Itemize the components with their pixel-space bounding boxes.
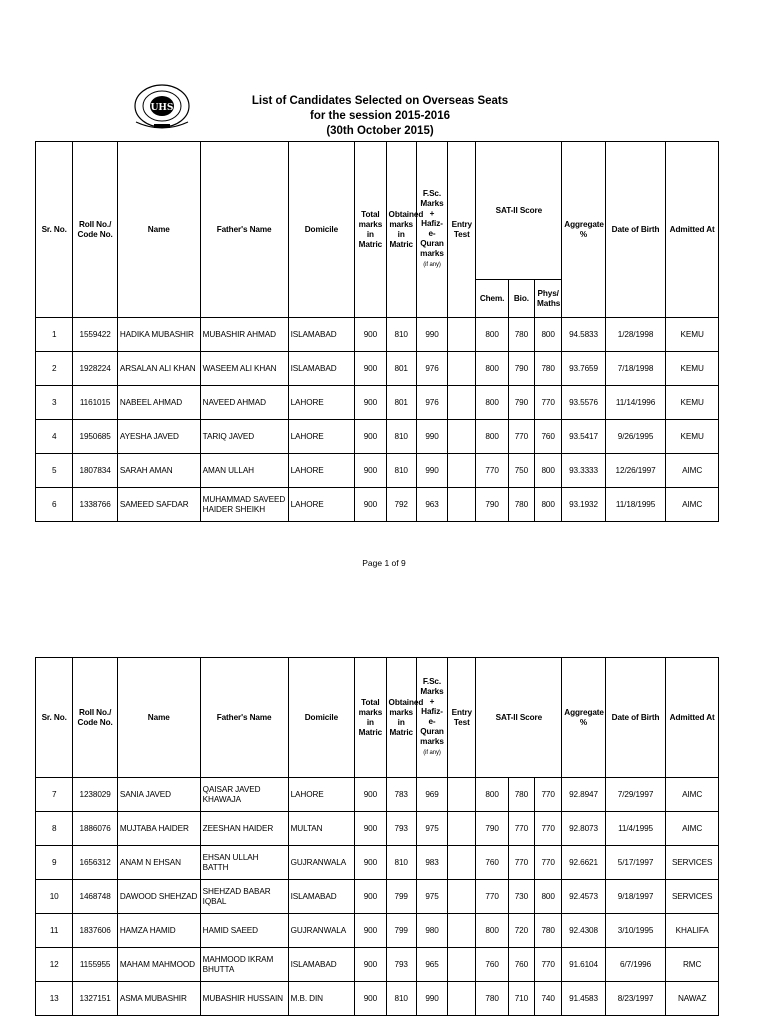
cell-bio: 710 (508, 982, 534, 1016)
cell-admitted: AIMC (666, 488, 719, 522)
table-row (36, 488, 719, 522)
cell-name: SANIA JAVED (117, 778, 200, 812)
cell-admitted: KHALIFA (666, 914, 719, 948)
cell-father: QAISAR JAVED KHAWAJA (200, 778, 288, 812)
header-roll-no: Roll No./ Code No. (73, 658, 117, 778)
cell-father: SHEHZAD BABAR IQBAL (200, 880, 288, 914)
cell-obtained: 793 (386, 812, 416, 846)
cell-aggregate: 93.5417 (562, 420, 605, 454)
cell-bio: 770 (508, 812, 534, 846)
cell-entry (448, 318, 476, 352)
cell-aggregate: 93.3333 (562, 454, 605, 488)
cell-domicile: ISLAMABAD (288, 948, 355, 982)
cell-phys: 770 (535, 386, 562, 420)
cell-dob: 5/17/1997 (605, 846, 666, 880)
cell-domicile: ISLAMABAD (288, 318, 355, 352)
cell-aggregate: 92.4573 (562, 880, 605, 914)
table-row (36, 778, 719, 812)
cell-phys: 740 (535, 982, 562, 1016)
cell-obtained: 810 (386, 982, 416, 1016)
cell-name: HAMZA HAMID (117, 914, 200, 948)
cell-total: 900 (355, 318, 386, 352)
header-admitted-at: Admitted At (666, 658, 719, 778)
cell-roll: 1807834 (73, 454, 117, 488)
cell-aggregate: 91.4583 (562, 982, 605, 1016)
cell-total: 900 (355, 488, 386, 522)
cell-domicile: LAHORE (288, 386, 355, 420)
cell-name: SARAH AMAN (117, 454, 200, 488)
header-obtained-matric: Obtained marks in Matric (386, 658, 416, 778)
cell-name: NABEEL AHMAD (117, 386, 200, 420)
cell-domicile: LAHORE (288, 778, 355, 812)
cell-dob: 9/26/1995 (605, 420, 666, 454)
cell-father: AMAN ULLAH (200, 454, 288, 488)
cell-domicile: M.B. DIN (288, 982, 355, 1016)
cell-sr: 1 (36, 318, 73, 352)
cell-total: 900 (355, 914, 386, 948)
cell-bio: 790 (508, 386, 534, 420)
cell-bio: 780 (508, 318, 534, 352)
cell-obtained: 801 (386, 352, 416, 386)
cell-sr: 12 (36, 948, 73, 982)
cell-admitted: NAWAZ (666, 982, 719, 1016)
cell-chem: 770 (476, 880, 508, 914)
cell-aggregate: 94.5833 (562, 318, 605, 352)
cell-roll: 1886076 (73, 812, 117, 846)
header-fathers-name: Father's Name (200, 658, 288, 778)
cell-domicile: ISLAMABAD (288, 352, 355, 386)
cell-father: ZEESHAN HAIDER (200, 812, 288, 846)
cell-entry (448, 488, 476, 522)
cell-dob: 12/26/1997 (605, 454, 666, 488)
cell-roll: 1837606 (73, 914, 117, 948)
cell-total: 900 (355, 352, 386, 386)
cell-entry (448, 812, 476, 846)
cell-aggregate: 93.5576 (562, 386, 605, 420)
header-name: Name (117, 658, 200, 778)
cell-total: 900 (355, 386, 386, 420)
cell-chem: 800 (476, 386, 508, 420)
table-header-row (36, 658, 719, 778)
cell-admitted: RMC (666, 948, 719, 982)
cell-dob: 6/7/1996 (605, 948, 666, 982)
cell-chem: 760 (476, 948, 508, 982)
table-row (36, 352, 719, 386)
cell-bio: 750 (508, 454, 534, 488)
cell-dob: 1/28/1998 (605, 318, 666, 352)
cell-obtained: 801 (386, 386, 416, 420)
cell-fsc: 969 (416, 778, 447, 812)
header-fsc-label: F.Sc. Marks + Hafiz-e-Quran marks (420, 677, 444, 746)
cell-phys: 800 (535, 454, 562, 488)
cell-admitted: AIMC (666, 454, 719, 488)
cell-admitted: SERVICES (666, 846, 719, 880)
cell-obtained: 799 (386, 880, 416, 914)
cell-chem: 800 (476, 352, 508, 386)
cell-name: MUJTABA HAIDER (117, 812, 200, 846)
cell-admitted: KEMU (666, 352, 719, 386)
cell-father: MUBASHIR AHMAD (200, 318, 288, 352)
cell-father: WASEEM ALI KHAN (200, 352, 288, 386)
table-row (36, 812, 719, 846)
cell-aggregate: 92.4308 (562, 914, 605, 948)
header-total-matric: Total marks in Matric (355, 658, 386, 778)
header-date-of-birth: Date of Birth (605, 142, 666, 318)
cell-fsc: 990 (416, 420, 447, 454)
cell-bio: 760 (508, 948, 534, 982)
cell-total: 900 (355, 846, 386, 880)
cell-chem: 790 (476, 488, 508, 522)
cell-chem: 760 (476, 846, 508, 880)
cell-chem: 800 (476, 318, 508, 352)
title-line-1: List of Candidates Selected on Overseas Seats (251, 95, 509, 107)
cell-domicile: GUJRANWALA (288, 914, 355, 948)
table-row (36, 386, 719, 420)
cell-domicile: LAHORE (288, 454, 355, 488)
cell-father: NAVEED AHMAD (200, 386, 288, 420)
cell-name: DAWOOD SHEHZAD (117, 880, 200, 914)
header-fsc-note: (if any) (423, 262, 441, 268)
cell-phys: 780 (535, 352, 562, 386)
cell-name: AYESHA JAVED (117, 420, 200, 454)
table-row (36, 948, 719, 982)
cell-domicile: LAHORE (288, 488, 355, 522)
cell-chem: 800 (476, 778, 508, 812)
cell-sr: 11 (36, 914, 73, 948)
cell-fsc: 965 (416, 948, 447, 982)
header-obtained-matric: Obtained marks in Matric (386, 142, 416, 318)
cell-aggregate: 93.7659 (562, 352, 605, 386)
cell-total: 900 (355, 420, 386, 454)
cell-phys: 780 (535, 914, 562, 948)
header-fsc-marks (416, 142, 447, 318)
cell-domicile: LAHORE (288, 420, 355, 454)
header-sr-no: Sr. No. (36, 658, 73, 778)
header-bio: Bio. (508, 280, 534, 318)
cell-total: 900 (355, 778, 386, 812)
cell-dob: 11/4/1995 (605, 812, 666, 846)
header-chem: Chem. (476, 280, 508, 318)
cell-chem: 790 (476, 812, 508, 846)
cell-chem: 770 (476, 454, 508, 488)
cell-bio: 780 (508, 778, 534, 812)
candidates-table (35, 141, 719, 522)
cell-obtained: 810 (386, 846, 416, 880)
svg-text:UHS: UHS (150, 103, 174, 113)
cell-entry (448, 778, 476, 812)
cell-roll: 1468748 (73, 880, 117, 914)
table-header-row (36, 142, 719, 280)
cell-name: SAMEED SAFDAR (117, 488, 200, 522)
header-fsc-label: F.Sc. Marks + Hafiz-e-Quran marks (420, 189, 444, 258)
cell-father: HAMID SAEED (200, 914, 288, 948)
cell-dob: 11/14/1996 (605, 386, 666, 420)
candidates-table-continued (35, 657, 719, 1016)
cell-father: MUHAMMAD SAVEED HAIDER SHEIKH (200, 488, 288, 522)
cell-sr: 13 (36, 982, 73, 1016)
cell-obtained: 792 (386, 488, 416, 522)
cell-obtained: 783 (386, 778, 416, 812)
cell-total: 900 (355, 812, 386, 846)
cell-chem: 800 (476, 420, 508, 454)
cell-phys: 800 (535, 880, 562, 914)
cell-dob: 8/23/1997 (605, 982, 666, 1016)
cell-entry (448, 948, 476, 982)
cell-name: MAHAM MAHMOOD (117, 948, 200, 982)
cell-name: ANAM N EHSAN (117, 846, 200, 880)
table-row (36, 846, 719, 880)
title-line-2: for the session 2015-2016 (310, 110, 450, 122)
table-row (36, 420, 719, 454)
cell-fsc: 990 (416, 982, 447, 1016)
page-2 (0, 590, 768, 1024)
header-admitted-at: Admitted At (666, 142, 719, 318)
cell-chem: 800 (476, 914, 508, 948)
cell-bio: 780 (508, 488, 534, 522)
title-line-3: (30th October 2015) (326, 125, 434, 137)
header-domicile: Domicile (288, 142, 355, 318)
cell-total: 900 (355, 948, 386, 982)
cell-phys: 770 (535, 846, 562, 880)
cell-admitted: KEMU (666, 386, 719, 420)
cell-entry (448, 420, 476, 454)
cell-entry (448, 914, 476, 948)
cell-total: 900 (355, 880, 386, 914)
table-row (36, 914, 719, 948)
cell-fsc: 990 (416, 454, 447, 488)
cell-phys: 770 (535, 778, 562, 812)
page-number: Page 1 of 9 (362, 558, 406, 568)
header-total-matric: Total marks in Matric (355, 142, 386, 318)
cell-father: MUBASHIR HUSSAIN (200, 982, 288, 1016)
cell-obtained: 810 (386, 318, 416, 352)
header-date-of-birth: Date of Birth (605, 658, 666, 778)
header-entry-test: Entry Test (448, 658, 476, 778)
cell-dob: 3/10/1995 (605, 914, 666, 948)
cell-father: EHSAN ULLAH BATTH (200, 846, 288, 880)
header-roll-no: Roll No./ Code No. (73, 142, 117, 318)
cell-aggregate: 92.8947 (562, 778, 605, 812)
cell-fsc: 983 (416, 846, 447, 880)
cell-sr: 8 (36, 812, 73, 846)
cell-fsc: 990 (416, 318, 447, 352)
cell-bio: 730 (508, 880, 534, 914)
cell-roll: 1238029 (73, 778, 117, 812)
cell-roll: 1928224 (73, 352, 117, 386)
header-fsc-marks (416, 658, 447, 778)
cell-admitted: AIMC (666, 778, 719, 812)
cell-domicile: ISLAMABAD (288, 880, 355, 914)
cell-total: 900 (355, 454, 386, 488)
header-aggregate: Aggregate % (562, 658, 605, 778)
cell-sr: 7 (36, 778, 73, 812)
table-row (36, 318, 719, 352)
cell-obtained: 810 (386, 454, 416, 488)
cell-entry (448, 846, 476, 880)
cell-aggregate: 91.6104 (562, 948, 605, 982)
cell-roll: 1656312 (73, 846, 117, 880)
header-fathers-name: Father's Name (200, 142, 288, 318)
cell-bio: 770 (508, 846, 534, 880)
cell-obtained: 799 (386, 914, 416, 948)
cell-obtained: 793 (386, 948, 416, 982)
cell-fsc: 975 (416, 880, 447, 914)
cell-dob: 7/18/1998 (605, 352, 666, 386)
cell-phys: 770 (535, 948, 562, 982)
table-row (36, 454, 719, 488)
cell-dob: 9/18/1997 (605, 880, 666, 914)
cell-roll: 1338766 (73, 488, 117, 522)
cell-aggregate: 93.1932 (562, 488, 605, 522)
header-entry-test: Entry Test (448, 142, 476, 318)
cell-roll: 1950685 (73, 420, 117, 454)
cell-admitted: KEMU (666, 318, 719, 352)
cell-phys: 770 (535, 812, 562, 846)
header-sat-score: SAT-II Score (476, 658, 562, 778)
cell-roll: 1327151 (73, 982, 117, 1016)
cell-entry (448, 880, 476, 914)
cell-admitted: KEMU (666, 420, 719, 454)
header-fsc-note: (if any) (423, 750, 441, 756)
cell-aggregate: 92.8073 (562, 812, 605, 846)
cell-sr: 5 (36, 454, 73, 488)
cell-domicile: GUJRANWALA (288, 846, 355, 880)
cell-entry (448, 982, 476, 1016)
cell-fsc: 976 (416, 352, 447, 386)
cell-sr: 2 (36, 352, 73, 386)
uhs-logo-icon (128, 82, 196, 134)
header-domicile: Domicile (288, 658, 355, 778)
cell-roll: 1559422 (73, 318, 117, 352)
cell-dob: 7/29/1997 (605, 778, 666, 812)
cell-fsc: 976 (416, 386, 447, 420)
cell-admitted: AIMC (666, 812, 719, 846)
document-title (220, 94, 540, 139)
table-row (36, 982, 719, 1016)
cell-entry (448, 454, 476, 488)
cell-bio: 770 (508, 420, 534, 454)
cell-entry (448, 386, 476, 420)
cell-dob: 11/18/1995 (605, 488, 666, 522)
cell-fsc: 975 (416, 812, 447, 846)
cell-sr: 4 (36, 420, 73, 454)
cell-bio: 790 (508, 352, 534, 386)
cell-fsc: 980 (416, 914, 447, 948)
cell-obtained: 810 (386, 420, 416, 454)
cell-aggregate: 92.6621 (562, 846, 605, 880)
cell-chem: 780 (476, 982, 508, 1016)
header-name: Name (117, 142, 200, 318)
cell-admitted: SERVICES (666, 880, 719, 914)
header-phys-maths: Phys/ Maths (535, 280, 562, 318)
cell-name: ARSALAN ALI KHAN (117, 352, 200, 386)
cell-sr: 10 (36, 880, 73, 914)
cell-sr: 6 (36, 488, 73, 522)
cell-name: HADIKA MUBASHIR (117, 318, 200, 352)
header-sr-no: Sr. No. (36, 142, 73, 318)
cell-phys: 800 (535, 318, 562, 352)
header-aggregate: Aggregate % (562, 142, 605, 318)
table-row (36, 880, 719, 914)
cell-bio: 720 (508, 914, 534, 948)
cell-entry (448, 352, 476, 386)
cell-roll: 1161015 (73, 386, 117, 420)
cell-sr: 3 (36, 386, 73, 420)
header-sat-score: SAT-II Score (476, 142, 562, 280)
cell-sr: 9 (36, 846, 73, 880)
cell-name: ASMA MUBASHIR (117, 982, 200, 1016)
cell-fsc: 963 (416, 488, 447, 522)
cell-domicile: MULTAN (288, 812, 355, 846)
cell-phys: 800 (535, 488, 562, 522)
cell-roll: 1155955 (73, 948, 117, 982)
cell-total: 900 (355, 982, 386, 1016)
cell-father: TARIQ JAVED (200, 420, 288, 454)
cell-father: MAHMOOD IKRAM BHUTTA (200, 948, 288, 982)
cell-phys: 760 (535, 420, 562, 454)
